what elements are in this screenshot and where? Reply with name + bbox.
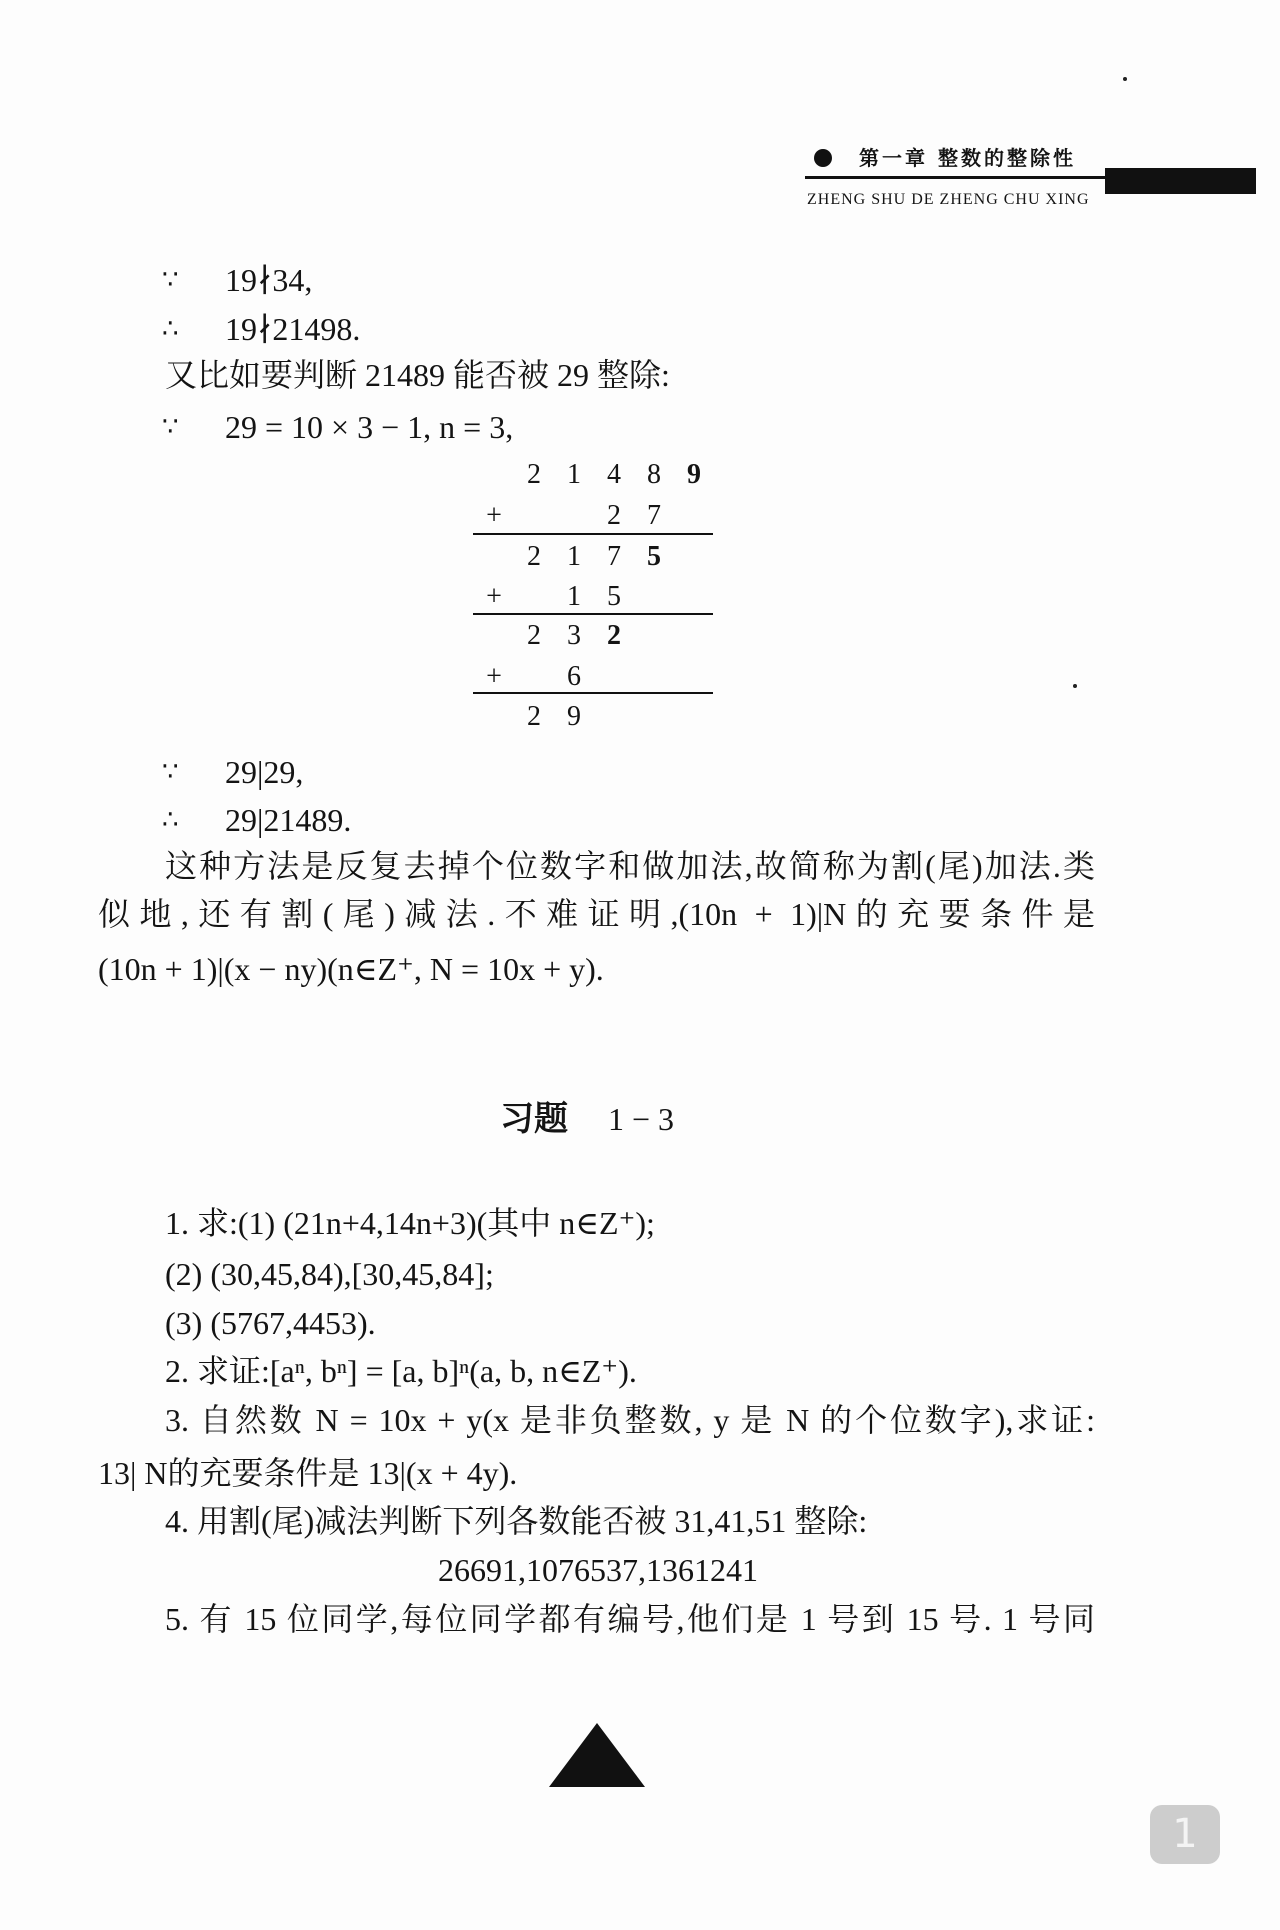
calc-digit: 7 [607, 541, 621, 572]
header-bullet-icon [814, 149, 832, 167]
paragraph-line: 这种方法是反复去掉个位数字和做加法,故简称为割(尾)加法.类 [165, 848, 1095, 884]
calc-digit: 2 [527, 701, 541, 732]
therefore-line [0, 309, 1100, 349]
calc-row [474, 697, 714, 737]
example-intro: 又比如要判断 21489 能否被 29 整除: [165, 357, 670, 393]
header-pinyin: ZHENG SHU DE ZHENG CHU XING [807, 191, 1090, 208]
calc-digit: 2 [607, 500, 621, 531]
calc-operator [474, 697, 514, 737]
calc-digit: 8 [647, 459, 661, 490]
calc-digit: 2 [527, 620, 541, 651]
calc-digit [634, 616, 674, 656]
page-number-badge: 1 [1150, 1805, 1220, 1864]
calc-operator [474, 455, 514, 495]
exercises-title: 习题 [500, 1099, 568, 1139]
scan-speck [1073, 684, 1077, 688]
exercise-line: 5. 有 15 位同学,每位同学都有编号,他们是 1 号到 15 号. 1 号同 [165, 1601, 1095, 1637]
math-expression: 19∤21498. [225, 311, 361, 347]
calc-digit: 1 [567, 459, 581, 490]
exercise-number-list: 26691,1076537,1361241 [438, 1552, 758, 1588]
calc-digit-removed: 2 [607, 620, 621, 651]
calc-sum-rule [473, 613, 713, 615]
exercise-line: (2) (30,45,84),[30,45,84]; [165, 1256, 494, 1292]
because-symbol: ∵ [162, 757, 179, 787]
header-rule [805, 176, 1105, 179]
calc-digit [674, 537, 714, 577]
because-line [0, 407, 1100, 447]
header-chapter-title: 第一章 整数的整除性 [859, 146, 1076, 170]
math-expression: 29 = 10 × 3 − 1, n = 3, [225, 409, 514, 445]
math-expression: 29|21489. [225, 802, 352, 838]
calc-row [474, 577, 714, 617]
because-line [0, 260, 1100, 300]
calc-sum-rule [473, 692, 713, 694]
footer-triangle-icon [549, 1723, 645, 1787]
calc-digit: 4 [607, 459, 621, 490]
calc-digit: 6 [567, 661, 581, 692]
calc-digit [674, 697, 714, 737]
calc-digit: 7 [647, 500, 661, 531]
calc-digit [674, 577, 714, 617]
calc-operator: + [486, 581, 502, 612]
because-symbol: ∵ [162, 412, 179, 442]
calc-digit: 2 [527, 541, 541, 572]
paragraph-line: 似地,还有割(尾)减法.不难证明,(10n + 1)|N的充要条件是 [98, 896, 1095, 932]
exercise-line: 4. 用割(尾)减法判断下列各数能否被 31,41,51 整除: [165, 1503, 868, 1539]
because-line [0, 752, 1100, 792]
calc-row [474, 657, 714, 697]
calc-operator: + [486, 500, 502, 531]
calc-digit [554, 496, 594, 536]
scan-speck [1123, 77, 1127, 81]
calc-digit-removed: 9 [687, 459, 701, 490]
therefore-symbol: ∴ [162, 805, 179, 835]
exercise-line: 3. 自然数 N = 10x + y(x 是非负整数, y 是 N 的个位数字),求证: [165, 1402, 1095, 1438]
exercise-line: (3) (5767,4453). [165, 1305, 376, 1341]
calc-digit: 1 [567, 541, 581, 572]
calc-digit [634, 657, 674, 697]
calc-digit [674, 496, 714, 536]
calc-sum-rule [473, 533, 713, 535]
math-expression: 29|29, [225, 754, 304, 790]
calc-row [474, 616, 714, 656]
calc-digit [594, 697, 634, 737]
calc-digit: 1 [567, 581, 581, 612]
exercises-number: 1 − 3 [608, 1101, 675, 1137]
exercise-line: 2. 求证:[aⁿ, bⁿ] = [a, b]ⁿ(a, b, n∈Z⁺). [165, 1353, 637, 1389]
because-symbol: ∵ [162, 265, 179, 295]
calc-row [474, 537, 714, 577]
calc-row [474, 496, 714, 536]
calc-digit [674, 657, 714, 697]
header-bar [1105, 168, 1256, 194]
therefore-line [0, 800, 1100, 840]
calc-digit [674, 616, 714, 656]
calc-digit: 3 [567, 620, 581, 651]
math-expression: 19∤34, [225, 262, 313, 298]
calc-row [474, 455, 714, 495]
calc-digit [634, 697, 674, 737]
calc-digit: 9 [567, 701, 581, 732]
calc-digit [514, 577, 554, 617]
exercises-heading [500, 1097, 674, 1141]
calc-digit [634, 577, 674, 617]
calc-operator: + [486, 661, 502, 692]
paragraph-line: (10n + 1)|(x − ny)(n∈Z⁺, N = 10x + y). [98, 951, 604, 987]
therefore-symbol: ∴ [162, 314, 179, 344]
exercise-line: 1. 求:(1) (21n+4,14n+3)(其中 n∈Z⁺); [165, 1205, 655, 1241]
calc-digit: 5 [607, 581, 621, 612]
calc-digit-removed: 5 [647, 541, 661, 572]
calc-operator [474, 537, 514, 577]
calc-operator [474, 616, 514, 656]
exercise-line: 13| N的充要条件是 13|(x + 4y). [98, 1455, 518, 1491]
calc-digit [594, 657, 634, 697]
calc-digit: 2 [527, 459, 541, 490]
calc-digit [514, 657, 554, 697]
calc-digit [514, 496, 554, 536]
